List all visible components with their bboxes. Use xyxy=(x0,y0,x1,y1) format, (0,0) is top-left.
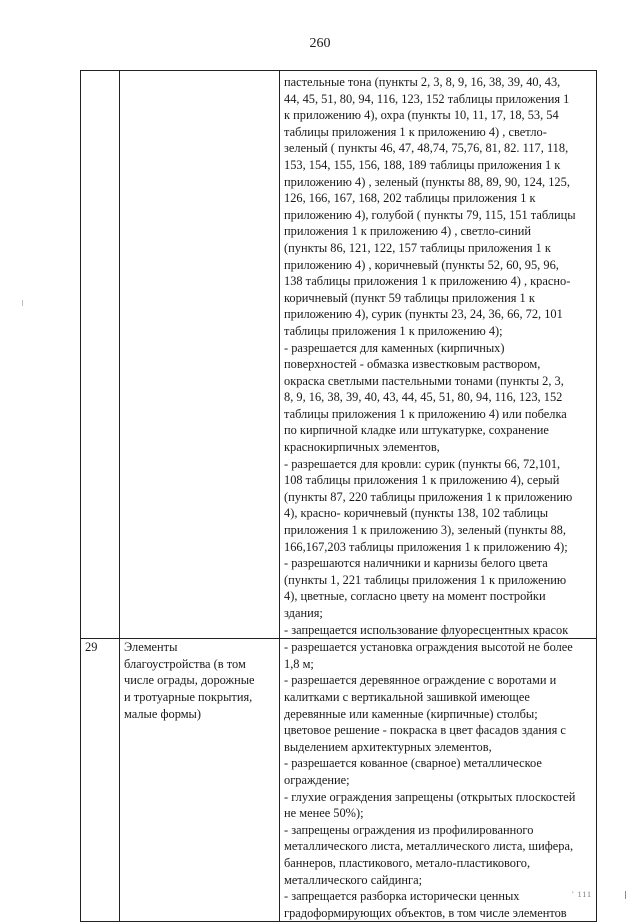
requirement-text-line: таблицы приложения 1 к приложению 4) , светло- xyxy=(284,124,547,139)
requirement-text-line: зеленый ( пункты 46, 47, 48,74, 75,76, 81, 82. 117, 118, xyxy=(284,141,569,156)
requirement-text-line: - запрещены ограждения из профилированного xyxy=(284,822,534,837)
requirement-text-line: выделением архитектурных элементов, xyxy=(284,739,492,754)
requirement-text-line: к приложению 4), охра (пункты 10, 11, 17, 18, 53, 54 xyxy=(284,108,559,123)
requirements-table xyxy=(80,70,597,922)
requirement-text-line: 166,167,203 таблицы приложения 1 к приложению 4); xyxy=(284,539,568,554)
requirement-text-line: 44, 45, 51, 80, 94, 116, 123, 152 таблицы приложения 1 xyxy=(284,91,570,106)
requirement-text-line: не менее 50%); xyxy=(284,806,364,821)
element-name-cell xyxy=(120,639,280,922)
requirement-text-line: приложению 4), сурик (пункты 23, 24, 36, 66, 72, 101 xyxy=(284,307,563,322)
requirement-text-line: приложения 1 к приложению 4) , светло-синий xyxy=(284,224,531,239)
requirement-text-line: цветовое решение - покраска в цвет фасадов здания с xyxy=(284,723,566,738)
requirement-text-line: (пункты 86, 121, 122, 157 таблицы приложения 1 к xyxy=(284,240,551,255)
element-name-line: благоустройства (в том xyxy=(124,656,246,671)
requirement-text-line: приложению 4) , коричневый (пункты 52, 60, 95, 96, xyxy=(284,257,559,272)
requirement-text-line: поверхностей - обмазка известковым раствором, xyxy=(284,357,541,372)
requirement-text-line: - запрещается разборка исторически ценных xyxy=(284,889,520,904)
requirement-text-line: (пункты 1, 221 таблицы приложения 1 к приложению xyxy=(284,572,567,587)
requirement-text-line: 126, 166, 167, 168, 202 таблицы приложения 1 к xyxy=(284,191,536,206)
requirement-text-line: пастельные тона (пункты 2, 3, 8, 9, 16, 38, 39, 40, 43, xyxy=(284,75,561,89)
requirement-text-line: деревянные или каменные (кирпичные) столбы; xyxy=(284,706,538,721)
requirement-text-line: - разрешается для кровли: сурик (пункты 66, 72,101, xyxy=(284,456,561,471)
requirement-text-line: калитками с вертикальной зашивкой имеющее xyxy=(284,689,530,704)
requirement-text-line: 138 таблицы приложения 1 к приложению 4) , красно- xyxy=(284,274,571,289)
requirement-text-line: 4), красно- коричневый (пункты 138, 102 таблицы xyxy=(284,506,549,521)
requirement-text-line: приложению 4) , зеленый (пункты 88, 89, 90, 124, 125, xyxy=(284,174,570,189)
requirement-text-line: металлического листа, металлического листа, шифера, xyxy=(284,839,574,854)
requirement-text-line: приложения 1 к приложению 3), зеленый (пункты 88, xyxy=(284,523,566,538)
requirements-cell xyxy=(280,639,597,922)
element-name-line: и тротуарные покрытия, xyxy=(124,689,253,704)
table-row xyxy=(81,71,597,639)
table-row xyxy=(81,639,597,922)
requirement-text-line: 1,8 м; xyxy=(284,656,314,671)
requirement-text-line: по кирпичной кладке или штукатурке, сохранение xyxy=(284,423,549,438)
requirement-text-line: ограждение; xyxy=(284,772,350,787)
requirements-cell xyxy=(280,71,597,639)
requirement-text-line: 4), цветные, согласно цвету на момент постройки xyxy=(284,589,546,604)
requirement-text-line: таблицы приложения 1 к приложению 4); xyxy=(284,323,503,338)
scan-speck xyxy=(22,300,23,306)
element-name-line: малые формы) xyxy=(124,706,201,721)
requirement-text-line: градоформирующих объектов, в том числе элементов xyxy=(284,905,567,920)
element-name-line: Элементы xyxy=(124,640,178,655)
requirement-text-line: коричневый (пункт 59 таблицы приложения 1 к xyxy=(284,290,535,305)
requirement-text-line: 8, 9, 16, 38, 39, 40, 43, 44, 45, 51, 80, 94, 116, 123, 152 xyxy=(284,390,563,405)
requirement-text-line: - глухие ограждения запрещены (открытых плоскостей xyxy=(284,789,576,804)
requirement-text-line: - разрешается кованное (сварное) металлическое xyxy=(284,756,542,771)
requirement-text-line: (пункты 87, 220 таблицы приложения 1 к приложению xyxy=(284,489,573,504)
requirement-text-line: таблицы приложения 1 к приложению 4) или побелка xyxy=(284,406,567,421)
requirement-text-line: - разрешаются наличники и карнизы белого цвета xyxy=(284,556,548,571)
scan-edge-mark xyxy=(625,891,626,899)
requirement-text-line: здания; xyxy=(284,606,323,620)
page-number: 260 xyxy=(309,36,331,51)
requirement-text-line: баннеров, пластикового, метало-пластикового, xyxy=(284,855,531,870)
row-number-cell: 29 xyxy=(81,639,120,922)
requirement-text-line: - разрешается установка ограждения высотой не более xyxy=(284,640,573,655)
requirement-text-line: - запрещается использование флуоресцентных красок xyxy=(284,622,569,637)
requirement-text-line: - разрешается для каменных (кирпичных) xyxy=(284,340,505,355)
element-name-line: числе ограды, дорожные xyxy=(124,673,255,688)
scan-corner-mark: ' 111 xyxy=(572,890,592,899)
requirement-text-line: краснокирпичных элементов, xyxy=(284,440,440,455)
row-number-cell xyxy=(81,71,120,639)
requirement-text-line: окраска светлыми пастельными тонами (пункты 2, 3, xyxy=(284,373,564,388)
element-name-cell xyxy=(120,71,280,639)
requirement-text-line: - разрешается деревянное ограждение с воротами и xyxy=(284,673,557,688)
requirement-text-line: металлического сайдинга; xyxy=(284,872,423,887)
requirement-text-line: приложению 4), голубой ( пункты 79, 115, 151 таблицы xyxy=(284,207,576,222)
requirement-text-line: 108 таблицы приложения 1 к приложению 4), серый xyxy=(284,473,560,488)
requirement-text-line: 153, 154, 155, 156, 188, 189 таблицы приложения 1 к xyxy=(284,157,561,172)
